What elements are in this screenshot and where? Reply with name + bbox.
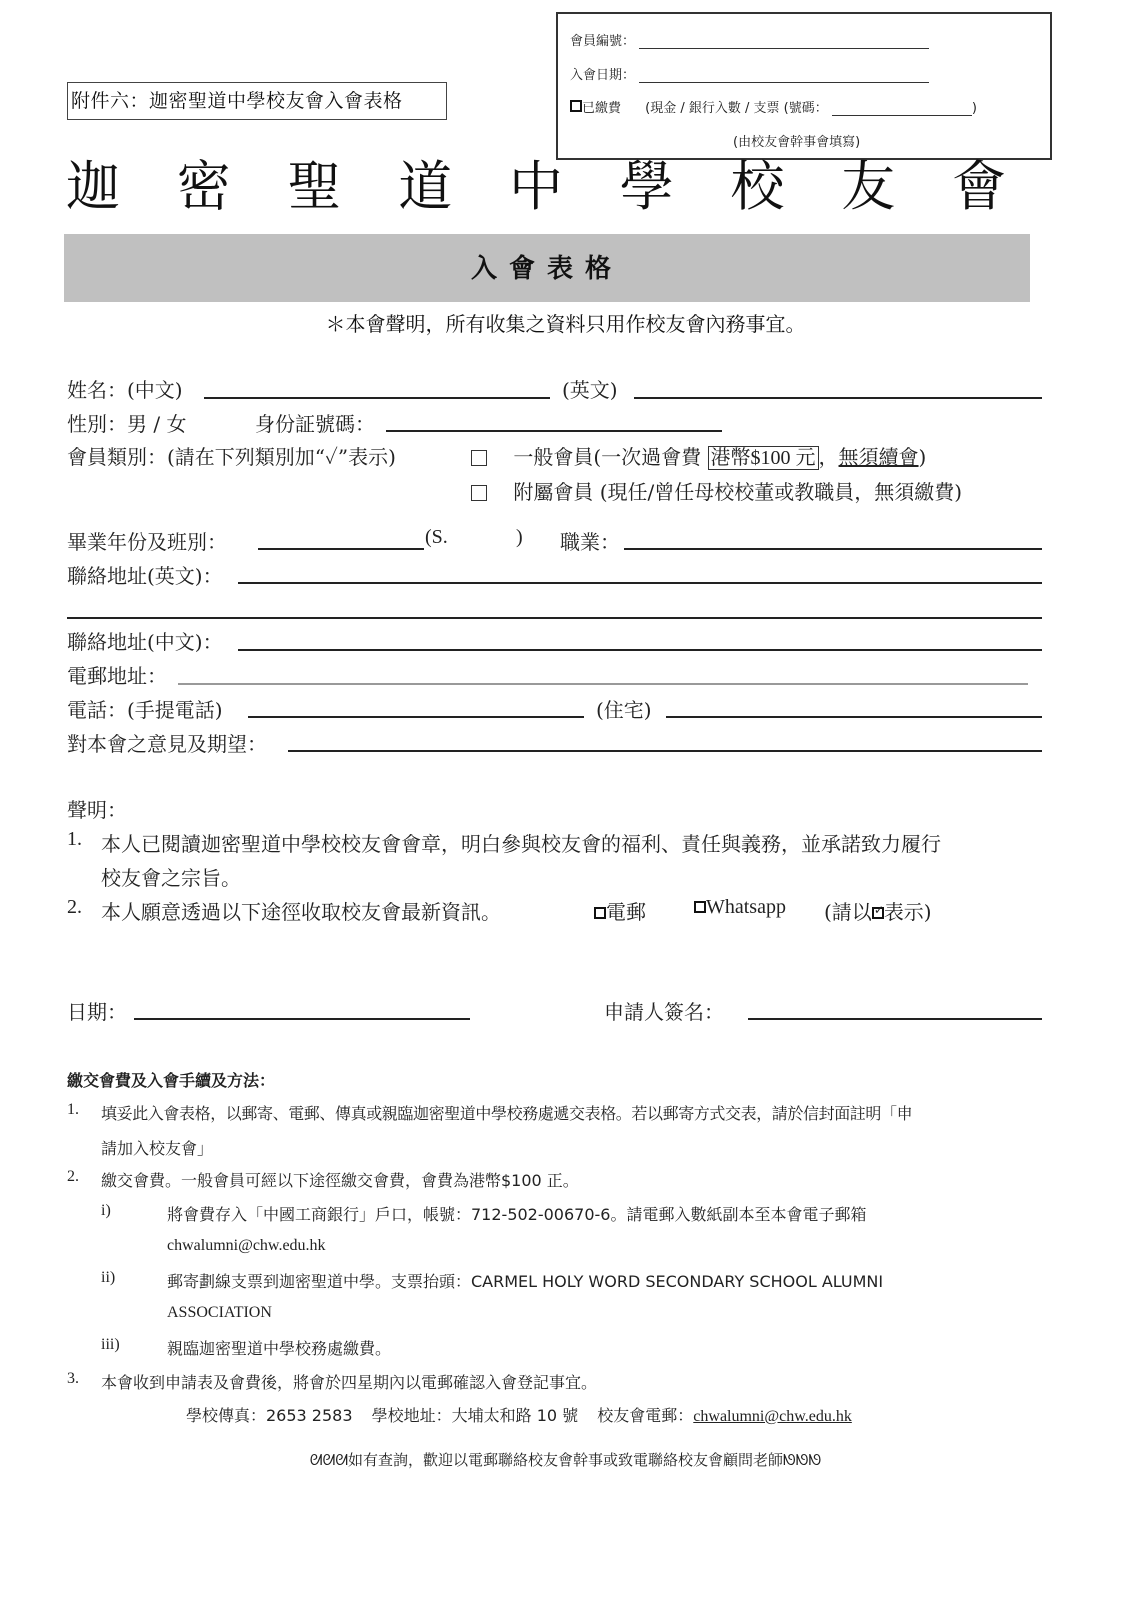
id-field[interactable]	[386, 430, 722, 432]
no-renewal-note: 無須續會	[838, 445, 919, 469]
join-date-label: 入會日期：	[570, 68, 636, 83]
sub-item-number: ii)	[101, 1269, 116, 1286]
ornament-right-icon: ᘚᘚᘚ	[783, 1451, 822, 1469]
procedure-1-line2: 請加入校友會」	[101, 1139, 214, 1158]
address-zh-label: 聯絡地址(中文)：	[67, 630, 223, 654]
date-field[interactable]	[134, 1018, 470, 1020]
member-no-field[interactable]	[639, 34, 929, 49]
comma: ，	[818, 445, 839, 469]
checked-box-icon: ✓	[873, 903, 884, 917]
member-affiliate-label: 附屬會員 (現任/曾任母校校董或教職員，無須繳費)	[513, 480, 963, 504]
payment-methods-label: (現金 / 銀行入數 / 支票 (號碼：	[645, 101, 828, 116]
grad-label: 畢業年份及班別：	[67, 530, 227, 554]
alumni-email-link[interactable]: chwalumni@chw.edu.hk	[693, 1408, 852, 1425]
school-title-char: 會	[952, 155, 1006, 218]
school-title-char: 密	[176, 155, 231, 218]
school-title-char: 校	[730, 155, 785, 218]
mobile-label: 電話：(手提電話)	[67, 698, 223, 722]
member-no-label: 會員編號：	[570, 34, 636, 49]
opt-hint	[824, 896, 932, 925]
member-affiliate-checkbox[interactable]	[471, 485, 487, 501]
occupation-label: 職業：	[560, 530, 620, 554]
procedure-2-text: 繳交會費。一般會員可經以下途徑繳交會費，會費為港幣$100 正。	[101, 1171, 579, 1190]
school-title	[66, 152, 1006, 222]
name-en-label: (英文)	[562, 378, 618, 402]
address-en-label: 聯絡地址(英文)：	[67, 564, 223, 588]
home-phone-field[interactable]	[666, 716, 1042, 718]
alumni-email-label: 校友會電郵：	[597, 1406, 694, 1425]
mobile-field[interactable]	[248, 716, 584, 718]
signature-label: 申請人簽名：	[604, 1000, 724, 1024]
name-zh-label: 姓名：(中文)	[67, 378, 183, 402]
opt-email-checkbox[interactable]	[594, 907, 606, 919]
sub-item-number: i)	[101, 1202, 111, 1219]
procedure-number: 2.	[67, 1168, 79, 1185]
member-fee-box: 港幣$100 元	[708, 446, 819, 470]
declaration-item1-line2: 校友會之宗旨。	[101, 866, 241, 890]
opt-hint-prefix: (請以	[824, 900, 872, 924]
email-label: 電郵地址：	[67, 664, 167, 688]
sub-item-number: iii)	[101, 1336, 120, 1353]
home-phone-label: (住宅)	[596, 698, 652, 722]
admin-use-box	[556, 12, 1052, 160]
signature-field[interactable]	[748, 1018, 1042, 1020]
opt-hint-suffix: 表示)	[883, 900, 932, 924]
gender-label: 性別：男 / 女	[67, 412, 187, 436]
sub-item-ii-line2: ASSOCIATION	[167, 1304, 272, 1321]
email-field[interactable]	[178, 683, 1028, 685]
address-en-field-line2[interactable]	[67, 617, 1042, 619]
school-title-char: 中	[509, 155, 563, 218]
opinion-field[interactable]	[288, 750, 1042, 752]
member-general-option[interactable]	[471, 441, 926, 470]
procedure-number: 1.	[67, 1101, 79, 1118]
member-type-label: 會員類別：(請在下列類別加“✓”表示)	[67, 445, 396, 469]
declaration-title: 聲明：	[67, 798, 127, 822]
school-title-char: 學	[619, 155, 674, 218]
opt-email-label: 電郵	[606, 900, 646, 924]
join-date-field[interactable]	[639, 68, 929, 83]
procedure-number: 3.	[67, 1370, 79, 1387]
member-general-checkbox[interactable]	[471, 450, 487, 466]
address-zh-field[interactable]	[238, 649, 1042, 651]
opinion-label: 對本會之意見及期望：	[67, 732, 267, 756]
opt-whatsapp[interactable]	[694, 896, 786, 919]
name-zh-field[interactable]	[204, 397, 550, 399]
id-label: 身份証號碼：	[255, 412, 375, 436]
opt-whatsapp-checkbox[interactable]	[694, 901, 706, 913]
school-title-char: 道	[398, 155, 453, 218]
footer-note: 如有查詢，歡迎以電郵聯絡校友會幹事或致電聯絡校友會顧問老師	[347, 1451, 783, 1469]
annex-label: 附件六：迦密聖道中學校友會入會表格	[67, 82, 447, 120]
school-title-char: 迦	[66, 155, 120, 218]
school-fax: 學校傳真：2653 2583	[186, 1406, 353, 1425]
school-title-char: 聖	[287, 155, 342, 218]
filled-by-note: (由校友會幹事會填寫)	[733, 135, 861, 150]
school-address: 學校地址：大埔太和路 10 號	[371, 1406, 579, 1425]
sub-item-i-email[interactable]: chwalumni@chw.edu.hk	[167, 1237, 326, 1254]
sub-item-i-line1: 將會費存入「中國工商銀行」戶口，帳號：712-502-00670-6。請電郵入數紙副本至本會電子郵箱	[167, 1205, 867, 1224]
class-open: (S.	[425, 526, 448, 548]
declaration-item1-line1: 本人已閱讀迦密聖道中學校校友會會章，明白參與校友會的福利、責任與義務，並承諾致力履行	[101, 832, 941, 856]
name-en-field[interactable]	[634, 397, 1042, 399]
ornament-left-icon: ᘛᘛᘛ	[309, 1451, 348, 1469]
sub-item-ii-line1: 郵寄劃線支票到迦密聖道中學。支票抬頭：CARMEL HOLY WORD SECONDARY SCHOOL ALUMNI	[167, 1272, 884, 1291]
procedure-3-text: 本會收到申請表及會費後，將會於四星期內以電郵確認入會登記事宜。	[101, 1373, 598, 1392]
sub-item-iii-text: 親臨迦密聖道中學校務處繳費。	[167, 1339, 392, 1358]
member-general-label: 一般會員(一次過會費	[513, 445, 702, 469]
paren-close: )	[918, 445, 927, 469]
contact-line	[186, 1403, 852, 1426]
opt-whatsapp-label: Whatsapp	[706, 896, 786, 918]
declaration-item-number: 1.	[67, 828, 82, 850]
paren-close: )	[971, 101, 977, 116]
footer-note-line	[0, 1449, 1131, 1470]
declaration-item2-text: 本人願意透過以下途徑收取校友會最新資訊。	[101, 900, 501, 924]
procedure-1-line1: 填妥此入會表格，以郵寄、電郵、傳真或親臨迦密聖道中學校務處遞交表格。若以郵寄方式交表，請於信封面註明「申	[101, 1104, 913, 1123]
opt-email[interactable]	[594, 896, 646, 925]
privacy-note: ＊本會聲明，所有收集之資料只用作校友會內務事宜。	[325, 312, 806, 336]
declaration-item-number: 2.	[67, 896, 82, 918]
date-label: 日期：	[67, 1000, 127, 1024]
procedures-title: 繳交會費及入會手續及方法：	[67, 1071, 276, 1090]
paid-label: 已繳費	[582, 101, 622, 116]
school-title-char: 友	[841, 155, 896, 218]
cheque-no-field[interactable]	[832, 101, 972, 116]
form-title: 入會表格	[470, 254, 623, 284]
address-en-field[interactable]	[238, 582, 1042, 584]
member-affiliate-option[interactable]	[471, 476, 962, 505]
class-close: )	[516, 526, 523, 548]
form-title-banner	[64, 234, 1030, 302]
grad-year-field[interactable]	[258, 548, 424, 550]
paid-checkbox[interactable]	[570, 100, 582, 112]
occupation-field[interactable]	[624, 548, 1042, 550]
